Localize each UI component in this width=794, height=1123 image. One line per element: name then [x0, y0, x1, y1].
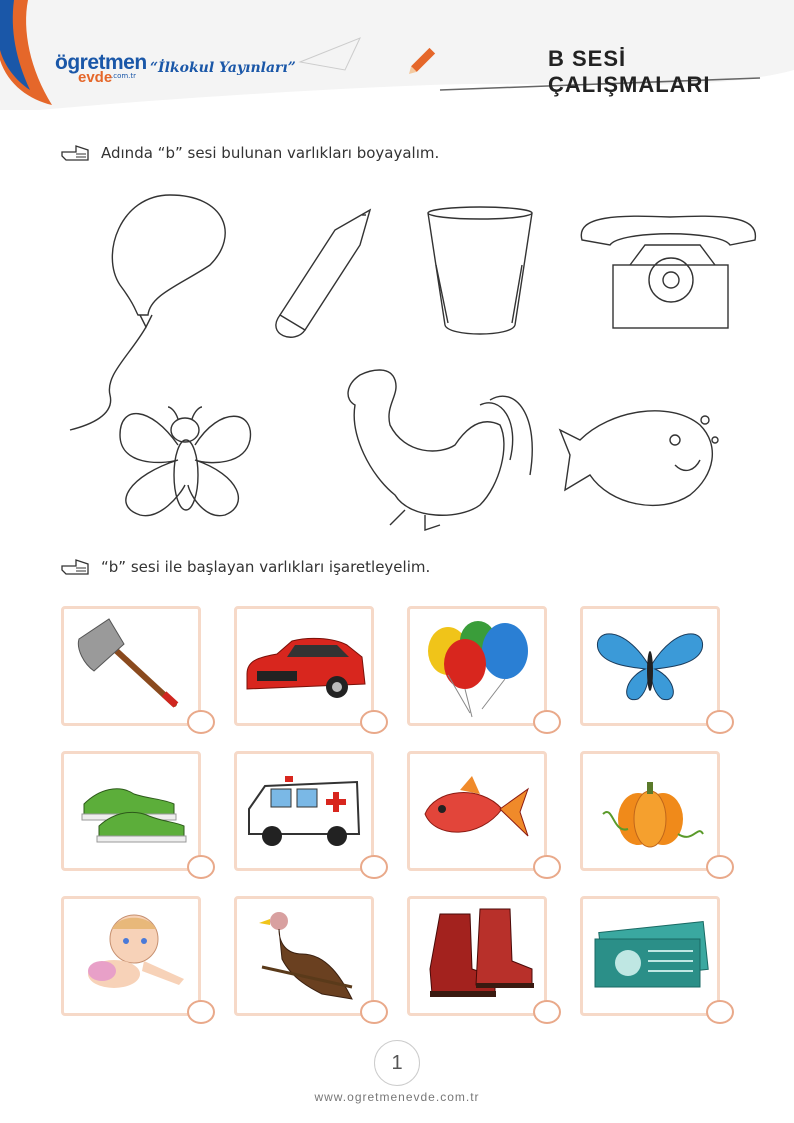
card-balloons: [407, 606, 547, 726]
answer-circle[interactable]: [705, 854, 735, 880]
rooster-icon: [348, 370, 532, 530]
page-title: B SESİ ÇALIŞMALARI: [548, 46, 711, 97]
ticket-icon: [583, 899, 717, 1013]
card-boots: [407, 896, 547, 1016]
boots-icon: [410, 899, 544, 1013]
card-pumpkin: [580, 751, 720, 871]
pencil-icon: [276, 210, 370, 337]
car-icon: [237, 609, 371, 723]
card-fish: [407, 751, 547, 871]
card-axe: [61, 606, 201, 726]
fish-icon: [410, 754, 544, 868]
card-ticket: [580, 896, 720, 1016]
instruction-mark: “b” sesi ile başlayan varlıkları işaretleyelim.: [101, 558, 431, 576]
answer-circle[interactable]: [186, 709, 216, 735]
logo-text-top: ögretmen: [55, 51, 147, 74]
instruction-color: Adında “b” sesi bulunan varlıkları boyayalım.: [101, 144, 440, 162]
answer-circle[interactable]: [705, 999, 735, 1025]
answer-circle[interactable]: [359, 999, 389, 1025]
pencil-logo-icon: [403, 44, 439, 80]
pumpkin-icon: [583, 754, 717, 868]
card-butterfly: [580, 606, 720, 726]
glass-icon: [428, 207, 532, 334]
answer-circle[interactable]: [532, 999, 562, 1025]
card-car: [234, 606, 374, 726]
answer-circle[interactable]: [359, 854, 389, 880]
telephone-icon: [581, 216, 755, 328]
answer-circle[interactable]: [186, 999, 216, 1025]
publisher-name: “İlkokul Yayınları”: [150, 60, 296, 76]
answer-circle[interactable]: [532, 854, 562, 880]
answer-circle[interactable]: [359, 709, 389, 735]
answer-circle[interactable]: [532, 709, 562, 735]
balloon-icon: [70, 195, 225, 430]
fish-icon: [560, 411, 718, 506]
card-baby: [61, 896, 201, 1016]
pointing-hand-icon: [60, 142, 90, 164]
axe-icon: [64, 609, 198, 723]
footer-website[interactable]: www.ogretmenevde.com.tr: [314, 1090, 480, 1104]
balloons-icon: [410, 609, 544, 723]
ambulance-icon: [237, 754, 371, 868]
answer-circle[interactable]: [186, 854, 216, 880]
card-sneakers: [61, 751, 201, 871]
card-ambulance: [234, 751, 374, 871]
butterfly-icon: [583, 609, 717, 723]
answer-circle[interactable]: [705, 709, 735, 735]
butterfly-icon: [120, 407, 250, 516]
sneakers-icon: [64, 754, 198, 868]
card-vulture: [234, 896, 374, 1016]
logo-domain: .com.tr: [111, 72, 137, 80]
vulture-icon: [237, 899, 371, 1013]
baby-icon: [64, 899, 198, 1013]
pointing-hand-icon: [60, 556, 90, 578]
logo-text-bottom: evde: [78, 69, 113, 86]
coloring-items: [60, 185, 780, 545]
page-number: 1: [374, 1040, 420, 1086]
